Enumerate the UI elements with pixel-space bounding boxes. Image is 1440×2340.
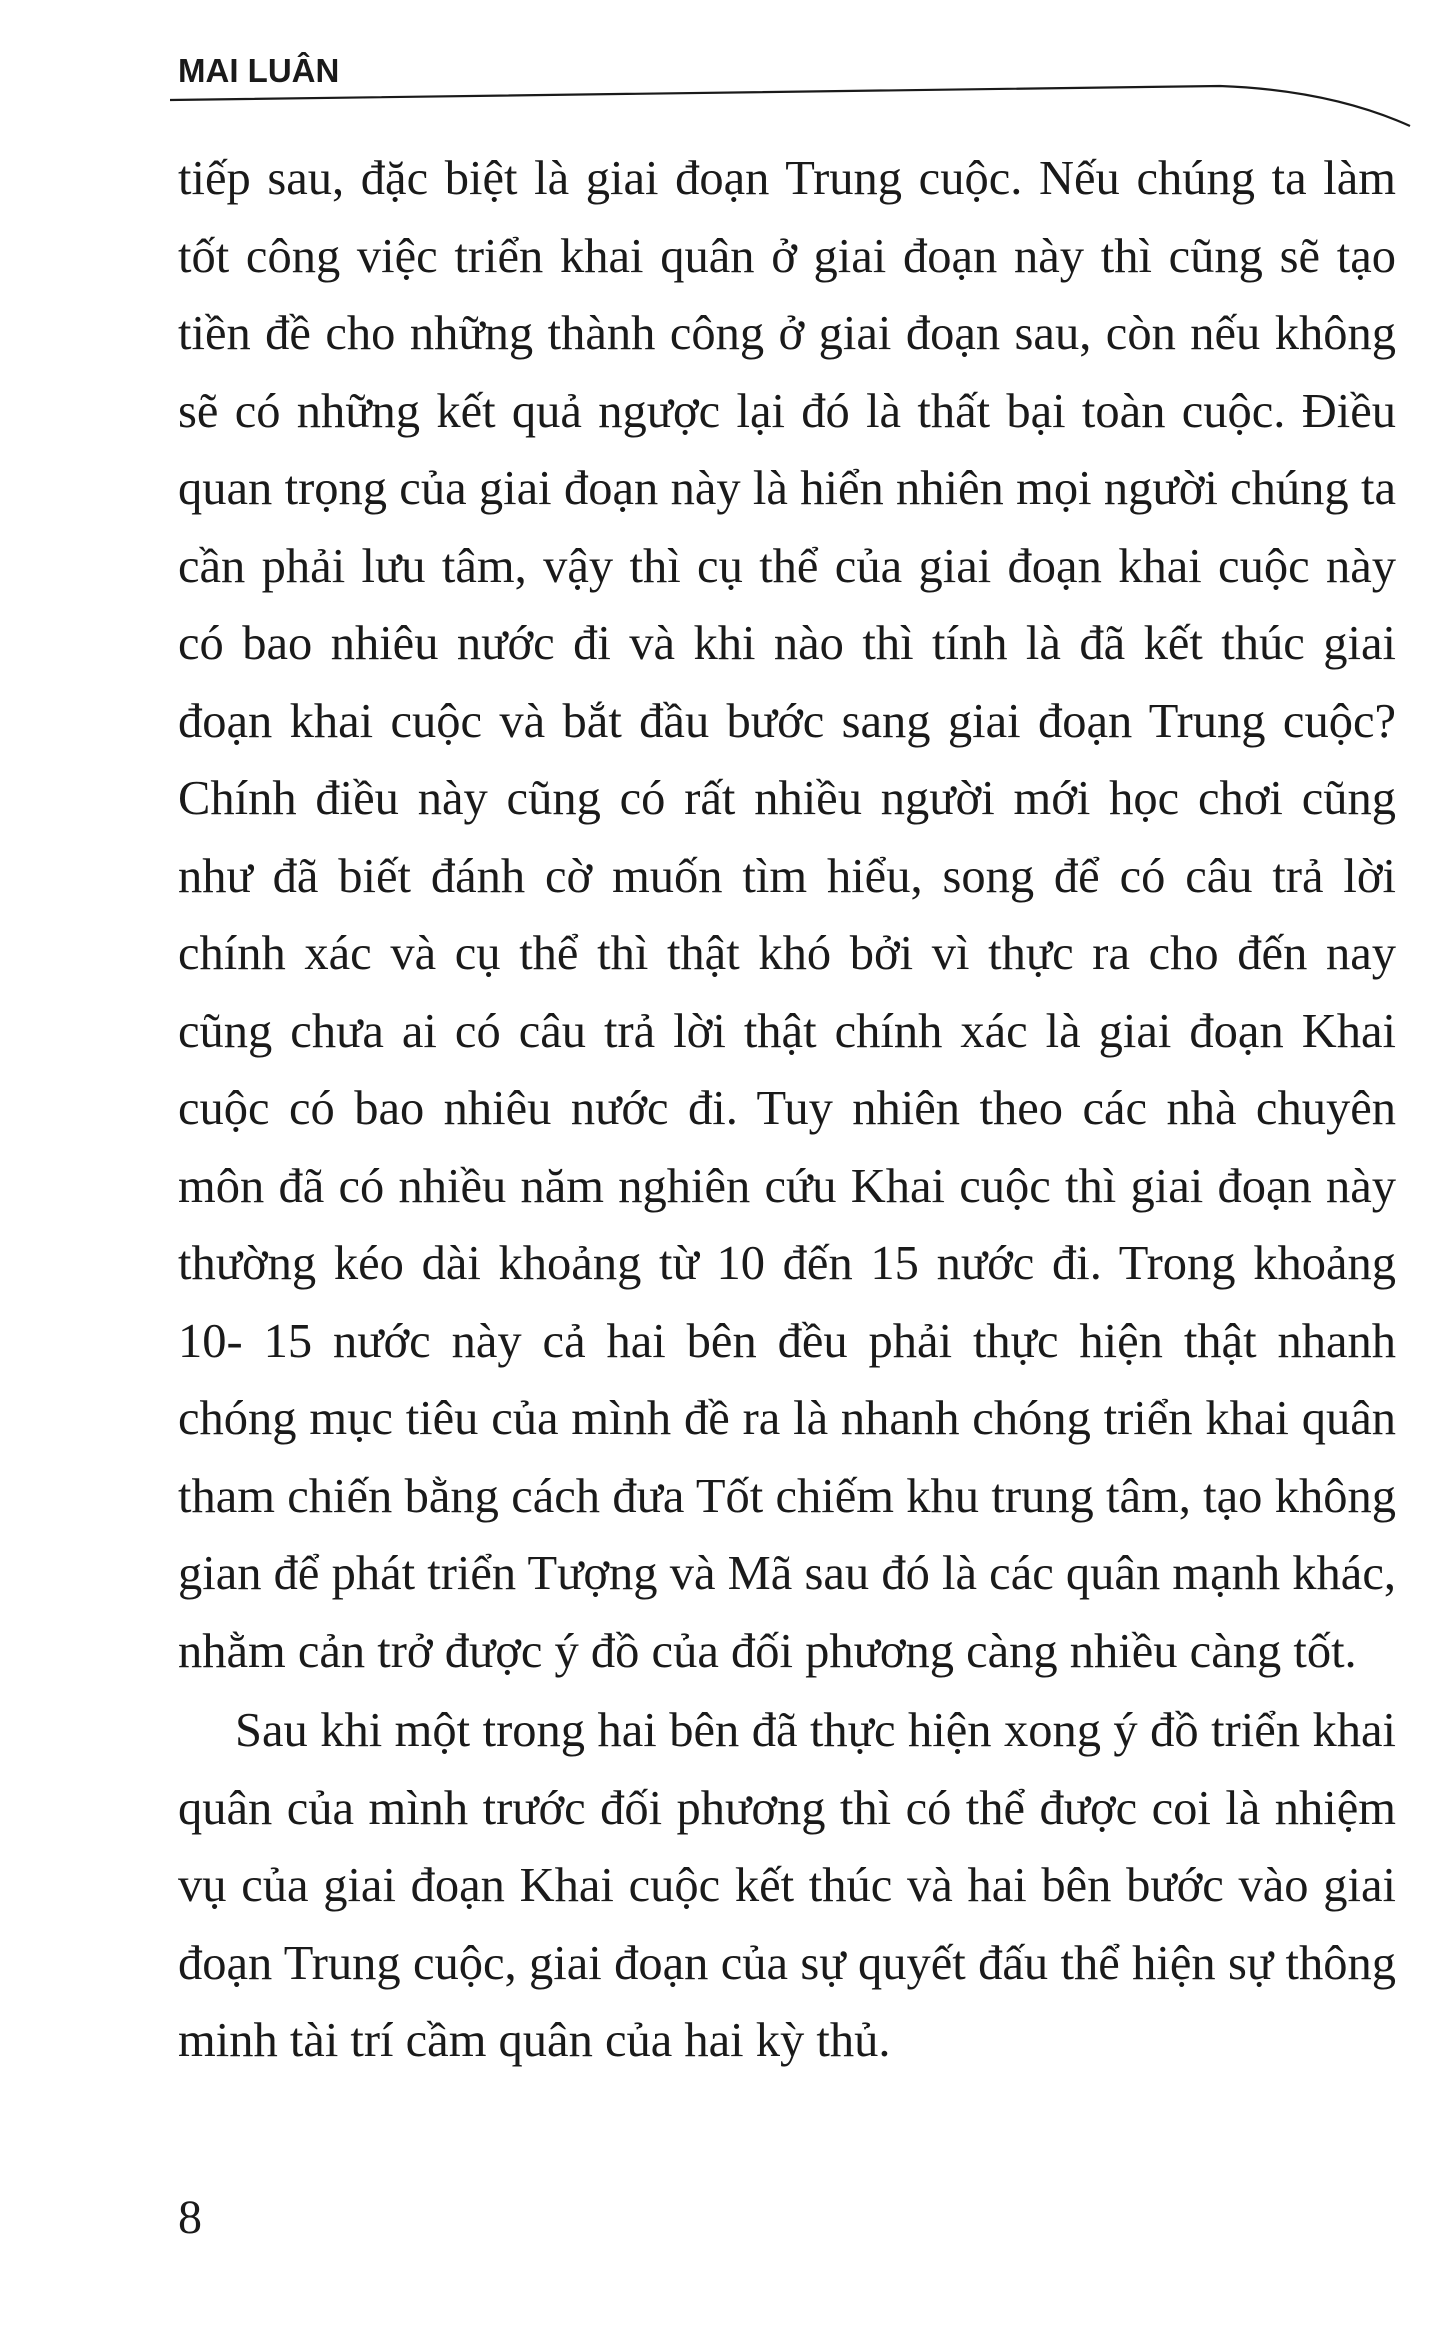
page-number: 8 xyxy=(178,2191,202,2244)
paragraph-2: Sau khi một trong hai bên đã thực hiện xong ý đồ triển khai quân của mình trước đối phương thì có thể được coi là nhiệm vụ của giai đoạn Khai cuộc kết thúc và hai bên bước vào giai đoạn Trung cuộc, giai đoạn của sự quyết đấu thể hiện sự thông minh tài trí cầm quân của hai kỳ thủ. xyxy=(178,1704,1396,2067)
body-text xyxy=(178,140,1396,2080)
paragraph-1: tiếp sau, đặc biệt là giai đoạn Trung cuộc. Nếu chúng ta làm tốt công việc triển khai quân ở giai đoạn này thì cũng sẽ tạo tiền đề cho những thành công ở giai đoạn sau, còn nếu không sẽ có những kết quả ngược lại đó là thất bại toàn cuộc. Điều quan trọng của giai đoạn này là hiển nhiên mọi người chúng ta cần phải lưu tâm, vậy thì cụ thể của giai đoạn khai cuộc này có bao nhiêu nước đi và khi nào thì tính là đã kết thúc giai đoạn khai cuộc và bắt đầu bước sang giai đoạn Trung cuộc? Chính điều này cũng có rất nhiều người mới học chơi cũng như đã biết đánh cờ muốn tìm hiểu, song để có câu trả lời chính xác và cụ thể thì thật khó bởi vì thực ra cho đến nay cũng chưa ai có câu trả lời thật chính xác là giai đoạn Khai cuộc có bao nhiêu nước đi. Tuy nhiên theo các nhà chuyên môn đã có nhiều năm nghiên cứu Khai cuộc thì giai đoạn này thường kéo dài khoảng từ 10 đến 15 nước đi. Trong khoảng 10- 15 nước này cả hai bên đều phải thực hiện thật nhanh chóng mục tiêu của mình đề ra là nhanh chóng triển khai quân tham chiến bằng cách đưa Tốt chiếm khu trung tâm, tạo không gian để phát triển Tượng và Mã sau đó là các quân mạnh khác, nhằm cản trở được ý đồ của đối phương càng nhiều càng tốt. xyxy=(178,152,1396,1678)
running-header-title: MAI LUÂN xyxy=(178,52,340,89)
header-rule xyxy=(170,0,1415,140)
